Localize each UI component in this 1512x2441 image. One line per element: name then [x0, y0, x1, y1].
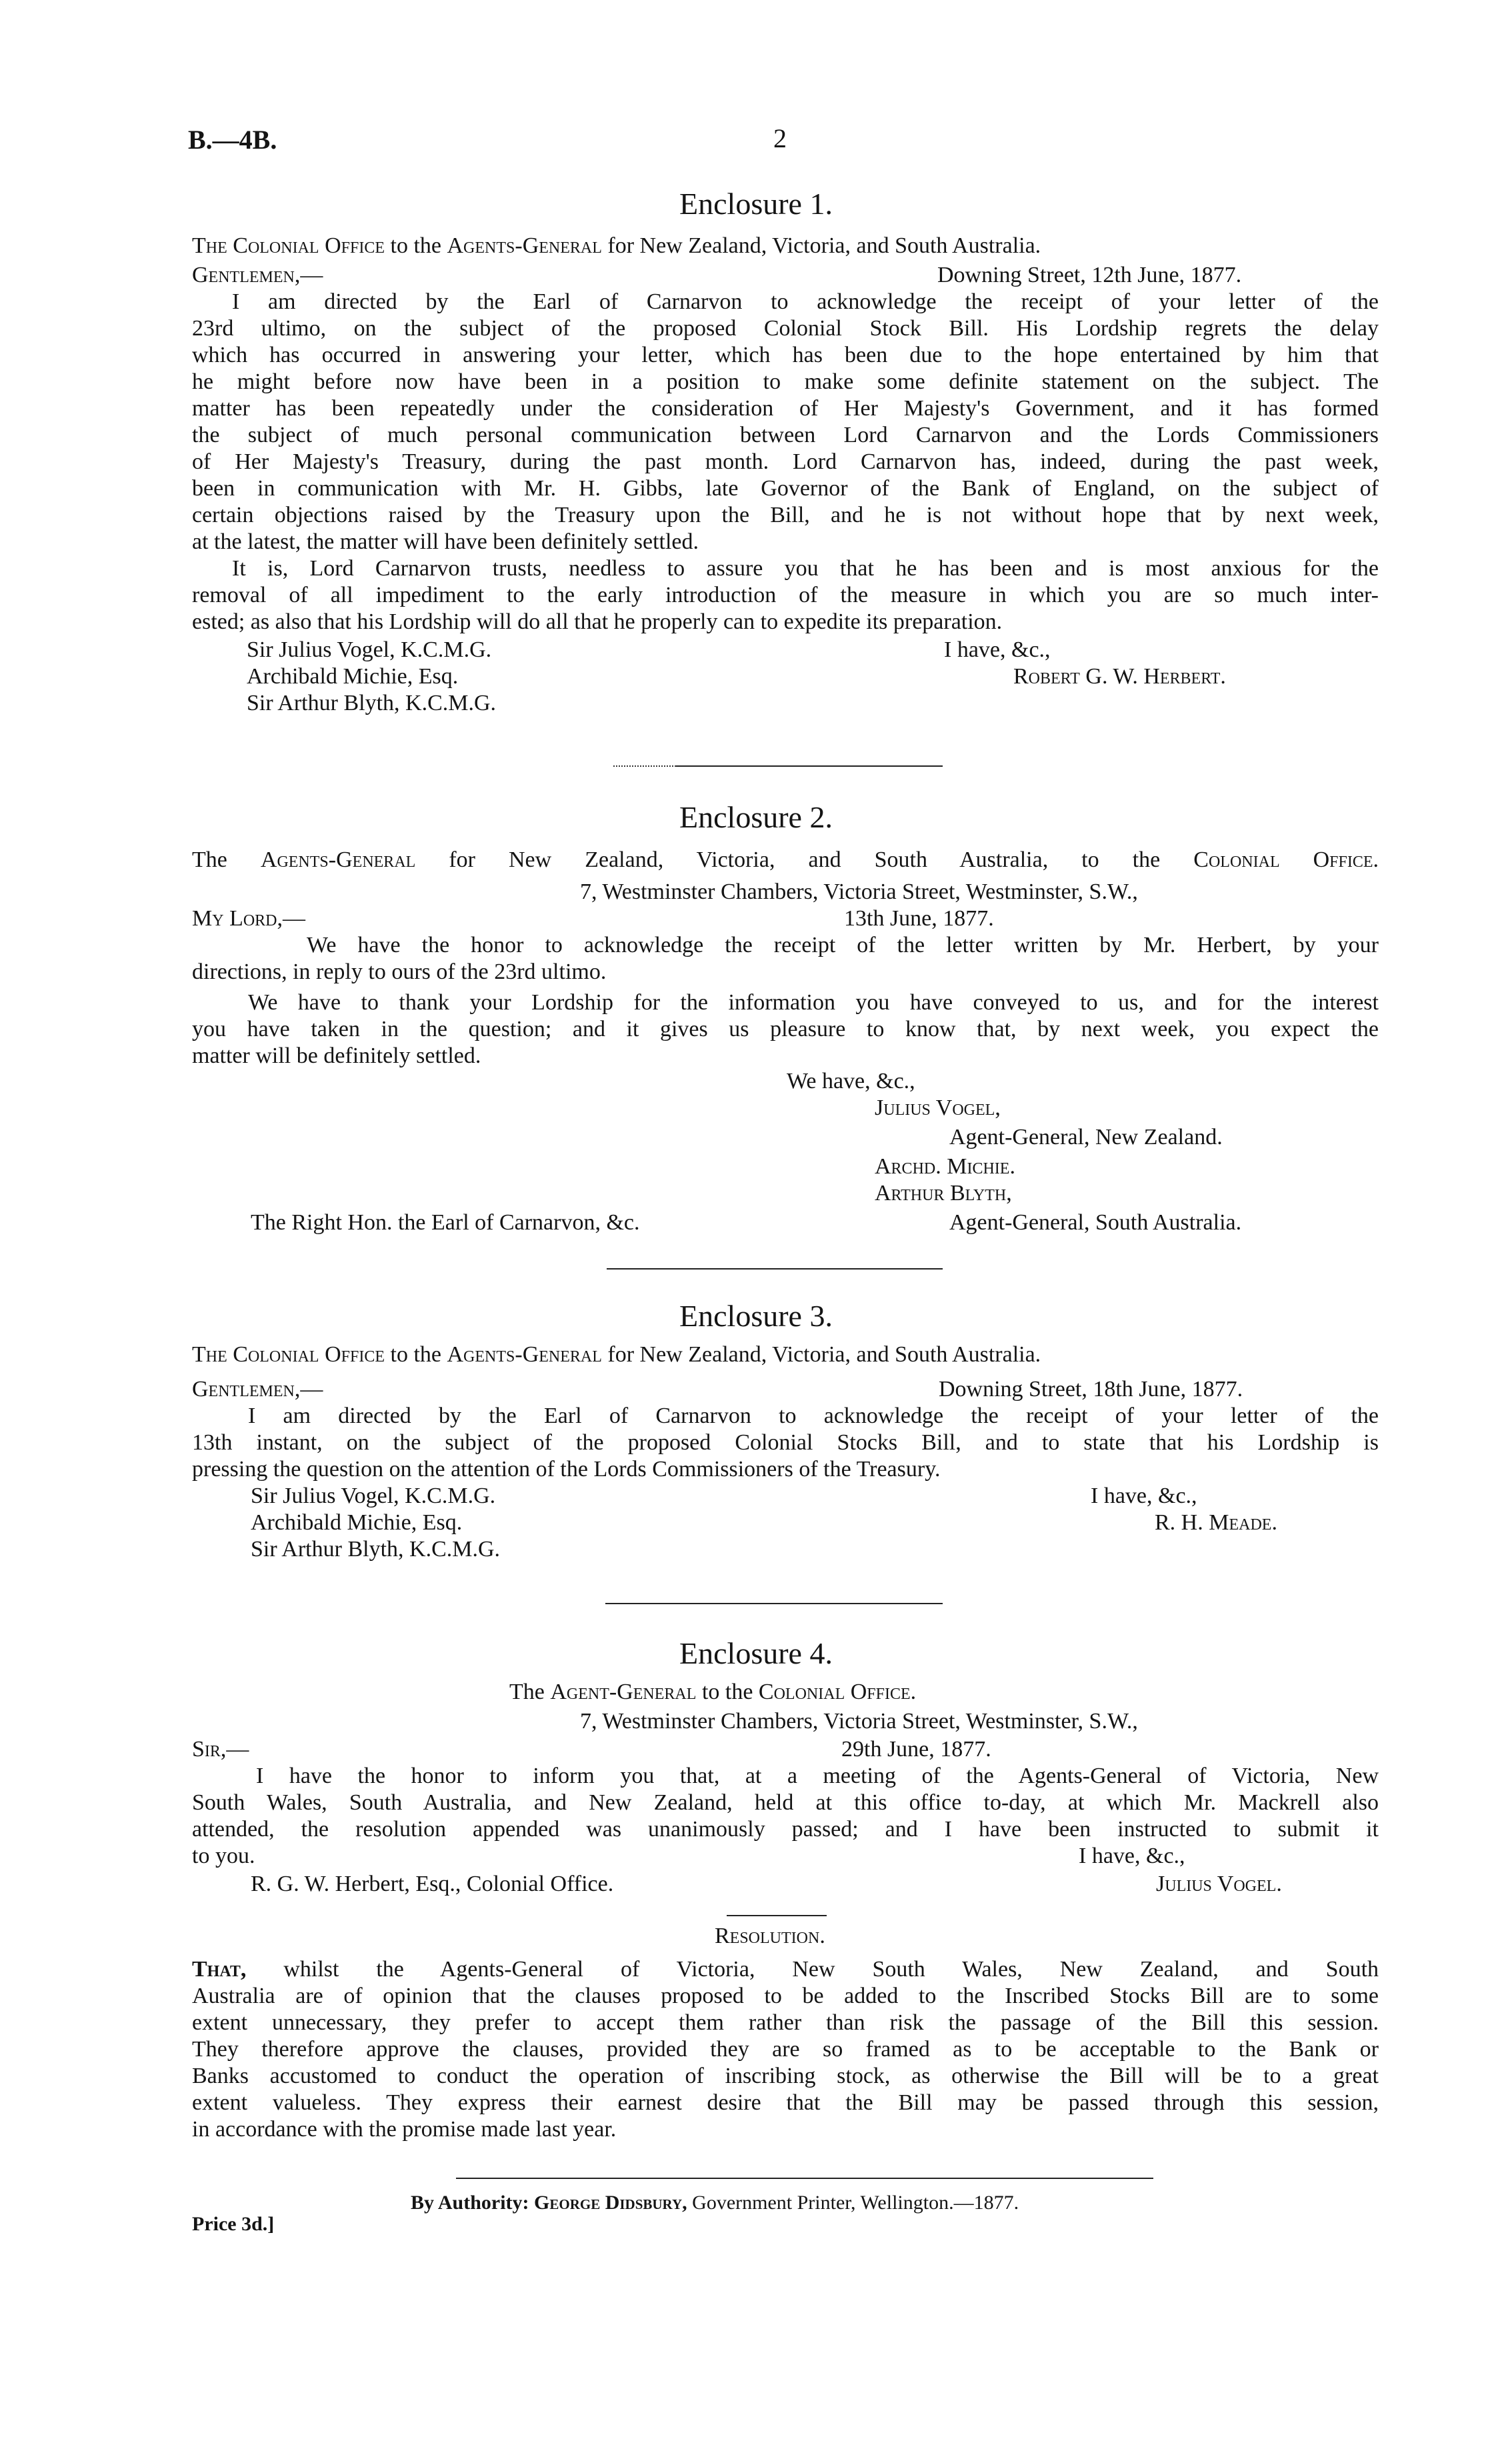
enclosure-4-address: 7, Westminster Chambers, Victoria Street, Westminster, S.W.,: [580, 1709, 1138, 1734]
resolution-lead: That,: [192, 1957, 247, 1982]
resolution-body-line: Australia are of opinion that the clauses proposed to be added to the Inscribed Stocks Bill are to some: [192, 1984, 1379, 2008]
page-number: 2: [773, 123, 787, 153]
enclosure-1-body-line: I am directed by the Earl of Carnarvon to acknowledge the receipt of your letter of the: [232, 289, 1379, 314]
footer-rule: [456, 2178, 1153, 2179]
enclosure-3-to: Agents-General: [447, 1342, 602, 1367]
enclosure-4-body-line: to you.: [192, 1844, 255, 1868]
enclosure-1-addressee: Archibald Michie, Esq.: [247, 664, 459, 689]
printer-name: George Didsbury,: [534, 2192, 687, 2214]
enclosure-2-from: Agents-General: [260, 847, 416, 872]
enclosure-1-body-line: the subject of much personal communication between Lord Carnarvon and the Lords Commissioners: [192, 423, 1379, 447]
enclosure-4-from: Agent-General: [550, 1680, 697, 1704]
enclosure-4-date: 29th June, 1877.: [841, 1737, 991, 1762]
enclosure-3-to-mid: to the: [390, 1342, 441, 1367]
enclosure-4-signature: Julius Vogel.: [1156, 1872, 1282, 1896]
enclosure-2-signature: Archd. Michie.: [875, 1154, 1015, 1179]
resolution-body-line: [192, 1956, 1379, 1983]
section-divider-dotted: [613, 765, 676, 767]
printer-imprint-rest: Government Printer, Wellington.—1877.: [692, 2192, 1019, 2214]
enclosure-4-heading: [509, 1679, 916, 1706]
enclosure-4-addressee: R. G. W. Herbert, Esq., Colonial Office.: [251, 1872, 614, 1896]
enclosure-2-body-line: directions, in reply to ours of the 23rd ultimo.: [192, 959, 607, 984]
enclosure-4-body-line: I have the honor to inform you that, at a meeting of the Agents-General of Victoria, New: [256, 1764, 1379, 1788]
enclosure-2-signature: Julius Vogel,: [875, 1095, 1001, 1120]
enclosure-2-body-line: matter will be definitely settled.: [192, 1043, 481, 1068]
resolution-body-line: Banks accustomed to conduct the operation of inscribing stock, as otherwise the Bill will be to a great: [192, 2064, 1379, 2088]
enclosure-1-title: Enclosure 1.: [679, 187, 833, 221]
enclosure-2-to: Colonial Office.: [1193, 847, 1379, 872]
enclosure-2-body-line: We have to thank your Lordship for the information you have conveyed to us, and for the interest: [248, 990, 1379, 1015]
enclosure-1-body-line: removal of all impediment to the early introduction of the measure in which you are so much inter-: [192, 583, 1379, 607]
section-divider: [676, 765, 943, 767]
enclosure-2-date: 13th June, 1877.: [844, 906, 994, 931]
enclosure-1-body-line: which has occurred in answering your letter, which has been due to the hope entertained by him that: [192, 343, 1379, 367]
resolution-body-line: in accordance with the promise made last year.: [192, 2117, 617, 2142]
enclosure-2-signature: Arthur Blyth,: [875, 1181, 1012, 1205]
enclosure-1-from: The Colonial Office: [192, 233, 385, 258]
enclosure-2-signature-title: Agent-General, South Australia.: [949, 1210, 1242, 1235]
enclosure-3-addressee: Sir Arthur Blyth, K.C.M.G.: [251, 1537, 501, 1562]
enclosure-1-body-line: at the latest, the matter will have been definitely settled.: [192, 529, 699, 554]
resolution-divider: [727, 1915, 827, 1916]
enclosure-1-heading: [192, 233, 1041, 259]
enclosure-3-body-line: I am directed by the Earl of Carnarvon to acknowledge the receipt of your letter of the: [248, 1404, 1379, 1428]
enclosure-1-body-line: of Her Majesty's Treasury, during the past month. Lord Carnarvon has, indeed, during the past week,: [192, 449, 1379, 474]
enclosure-4-body-line: South Wales, South Australia, and New Zealand, held at this office to-day, at which Mr. Mackrell also: [192, 1790, 1379, 1815]
resolution-body-line: extent valueless. They express their earnest desire that the Bill may be passed through this session,: [192, 2090, 1379, 2115]
enclosure-2-line-a: The: [192, 847, 227, 872]
enclosure-3-closing: I have, &c.,: [1091, 1484, 1197, 1508]
enclosure-1-to-rest: for New Zealand, Victoria, and South Australia.: [607, 233, 1041, 258]
resolution-title: Resolution.: [715, 1924, 825, 1948]
enclosure-3-to-rest: for New Zealand, Victoria, and South Australia.: [607, 1342, 1041, 1367]
enclosure-3-body-line: pressing the question on the attention of the Lords Commissioners of the Treasury.: [192, 1457, 941, 1482]
enclosure-2-address: 7, Westminster Chambers, Victoria Street, Westminster, S.W.,: [580, 879, 1138, 904]
price-label: Price 3d.]: [192, 2213, 275, 2235]
printer-imprint-prefix: By Authority:: [411, 2192, 529, 2214]
enclosure-3-title: Enclosure 3.: [679, 1299, 833, 1333]
enclosure-1-to: Agents-General: [447, 233, 602, 258]
enclosure-3-dateline: Downing Street, 18th June, 1877.: [939, 1377, 1243, 1402]
enclosure-3-addressee: Archibald Michie, Esq.: [251, 1510, 463, 1535]
enclosure-4-to: Colonial Office.: [758, 1680, 917, 1704]
enclosure-4-closing: I have, &c.,: [1079, 1844, 1185, 1868]
resolution-body-line: extent unnecessary, they prefer to accept them rather than risk the passage of the Bill this session.: [192, 2010, 1379, 2035]
enclosure-2-signature-title: Agent-General, New Zealand.: [949, 1125, 1223, 1149]
enclosure-1-body-line: 23rd ultimo, on the subject of the proposed Colonial Stock Bill. His Lordship regrets the delay: [192, 316, 1379, 341]
enclosure-2-heading: [192, 847, 1379, 873]
section-divider: [607, 1268, 943, 1270]
enclosure-2-body-line: We have the honor to acknowledge the receipt of the letter written by Mr. Herbert, by your: [307, 933, 1379, 957]
enclosure-1-addressee: Sir Julius Vogel, K.C.M.G.: [247, 637, 492, 662]
enclosure-1-signature: Robert G. W. Herbert.: [1013, 664, 1226, 689]
enclosure-1-dateline: Downing Street, 12th June, 1877.: [937, 263, 1242, 287]
enclosure-2-closing: We have, &c.,: [787, 1069, 915, 1093]
enclosure-1-body-line: he might before now have been in a position to make some definite statement on the subject. The: [192, 369, 1379, 394]
enclosure-1-body-line: certain objections raised by the Treasury upon the Bill, and he is not without hope that by next week,: [192, 503, 1379, 527]
enclosure-1-addressee: Sir Arthur Blyth, K.C.M.G.: [247, 691, 497, 715]
enclosure-3-salutation: Gentlemen,—: [192, 1377, 323, 1402]
enclosure-1-body-line: It is, Lord Carnarvon trusts, needless to assure you that he has been and is most anxious for the: [232, 556, 1379, 581]
enclosure-4-body-line: attended, the resolution appended was unanimously passed; and I have been instructed to submit it: [192, 1817, 1379, 1842]
resolution-first-line: whilst the Agents-General of Victoria, New South Wales, New Zealand, and South: [283, 1957, 1379, 1982]
enclosure-1-salutation: Gentlemen,—: [192, 263, 323, 287]
enclosure-3-heading: [192, 1342, 1041, 1368]
enclosure-1-body-line: ested; as also that his Lordship will do all that he properly can to expedite its preparation.: [192, 609, 1003, 634]
enclosure-3-from: The Colonial Office: [192, 1342, 385, 1367]
section-divider: [605, 1603, 943, 1604]
enclosure-3-addressee: Sir Julius Vogel, K.C.M.G.: [251, 1484, 496, 1508]
enclosure-3-signature: R. H. Meade.: [1155, 1510, 1277, 1535]
enclosure-1-to-mid: to the: [390, 233, 441, 258]
resolution-body-line: They therefore approve the clauses, provided they are so framed as to be acceptable to the Bank or: [192, 2037, 1379, 2062]
enclosure-2-body-line: you have taken in the question; and it gives us pleasure to know that, by next week, you expect the: [192, 1017, 1379, 1041]
enclosure-2-addressee: The Right Hon. the Earl of Carnarvon, &c.: [251, 1210, 640, 1235]
enclosure-1-closing: I have, &c.,: [944, 637, 1051, 662]
enclosure-4-salutation: Sir,—: [192, 1737, 249, 1762]
enclosure-2-salutation: My Lord,—: [192, 906, 306, 931]
enclosure-3-body-line: 13th instant, on the subject of the proposed Colonial Stocks Bill, and to state that his Lordship is: [192, 1430, 1379, 1455]
enclosure-4-title: Enclosure 4.: [679, 1636, 833, 1670]
enclosure-1-body-line: matter has been repeatedly under the consideration of Her Majesty's Government, and it has formed: [192, 396, 1379, 421]
enclosure-2-line-b: for New Zealand, Victoria, and South Australia, to the: [449, 847, 1161, 872]
document-reference: B.—4B.: [188, 125, 277, 155]
enclosure-2-title: Enclosure 2.: [679, 800, 833, 834]
printer-imprint: [411, 2190, 1019, 2216]
enclosure-1-body-line: been in communication with Mr. H. Gibbs, late Governor of the Bank of England, on the subject of: [192, 476, 1379, 501]
enclosure-4-line-b: to the: [701, 1680, 753, 1704]
enclosure-4-line-a: The: [509, 1680, 545, 1704]
